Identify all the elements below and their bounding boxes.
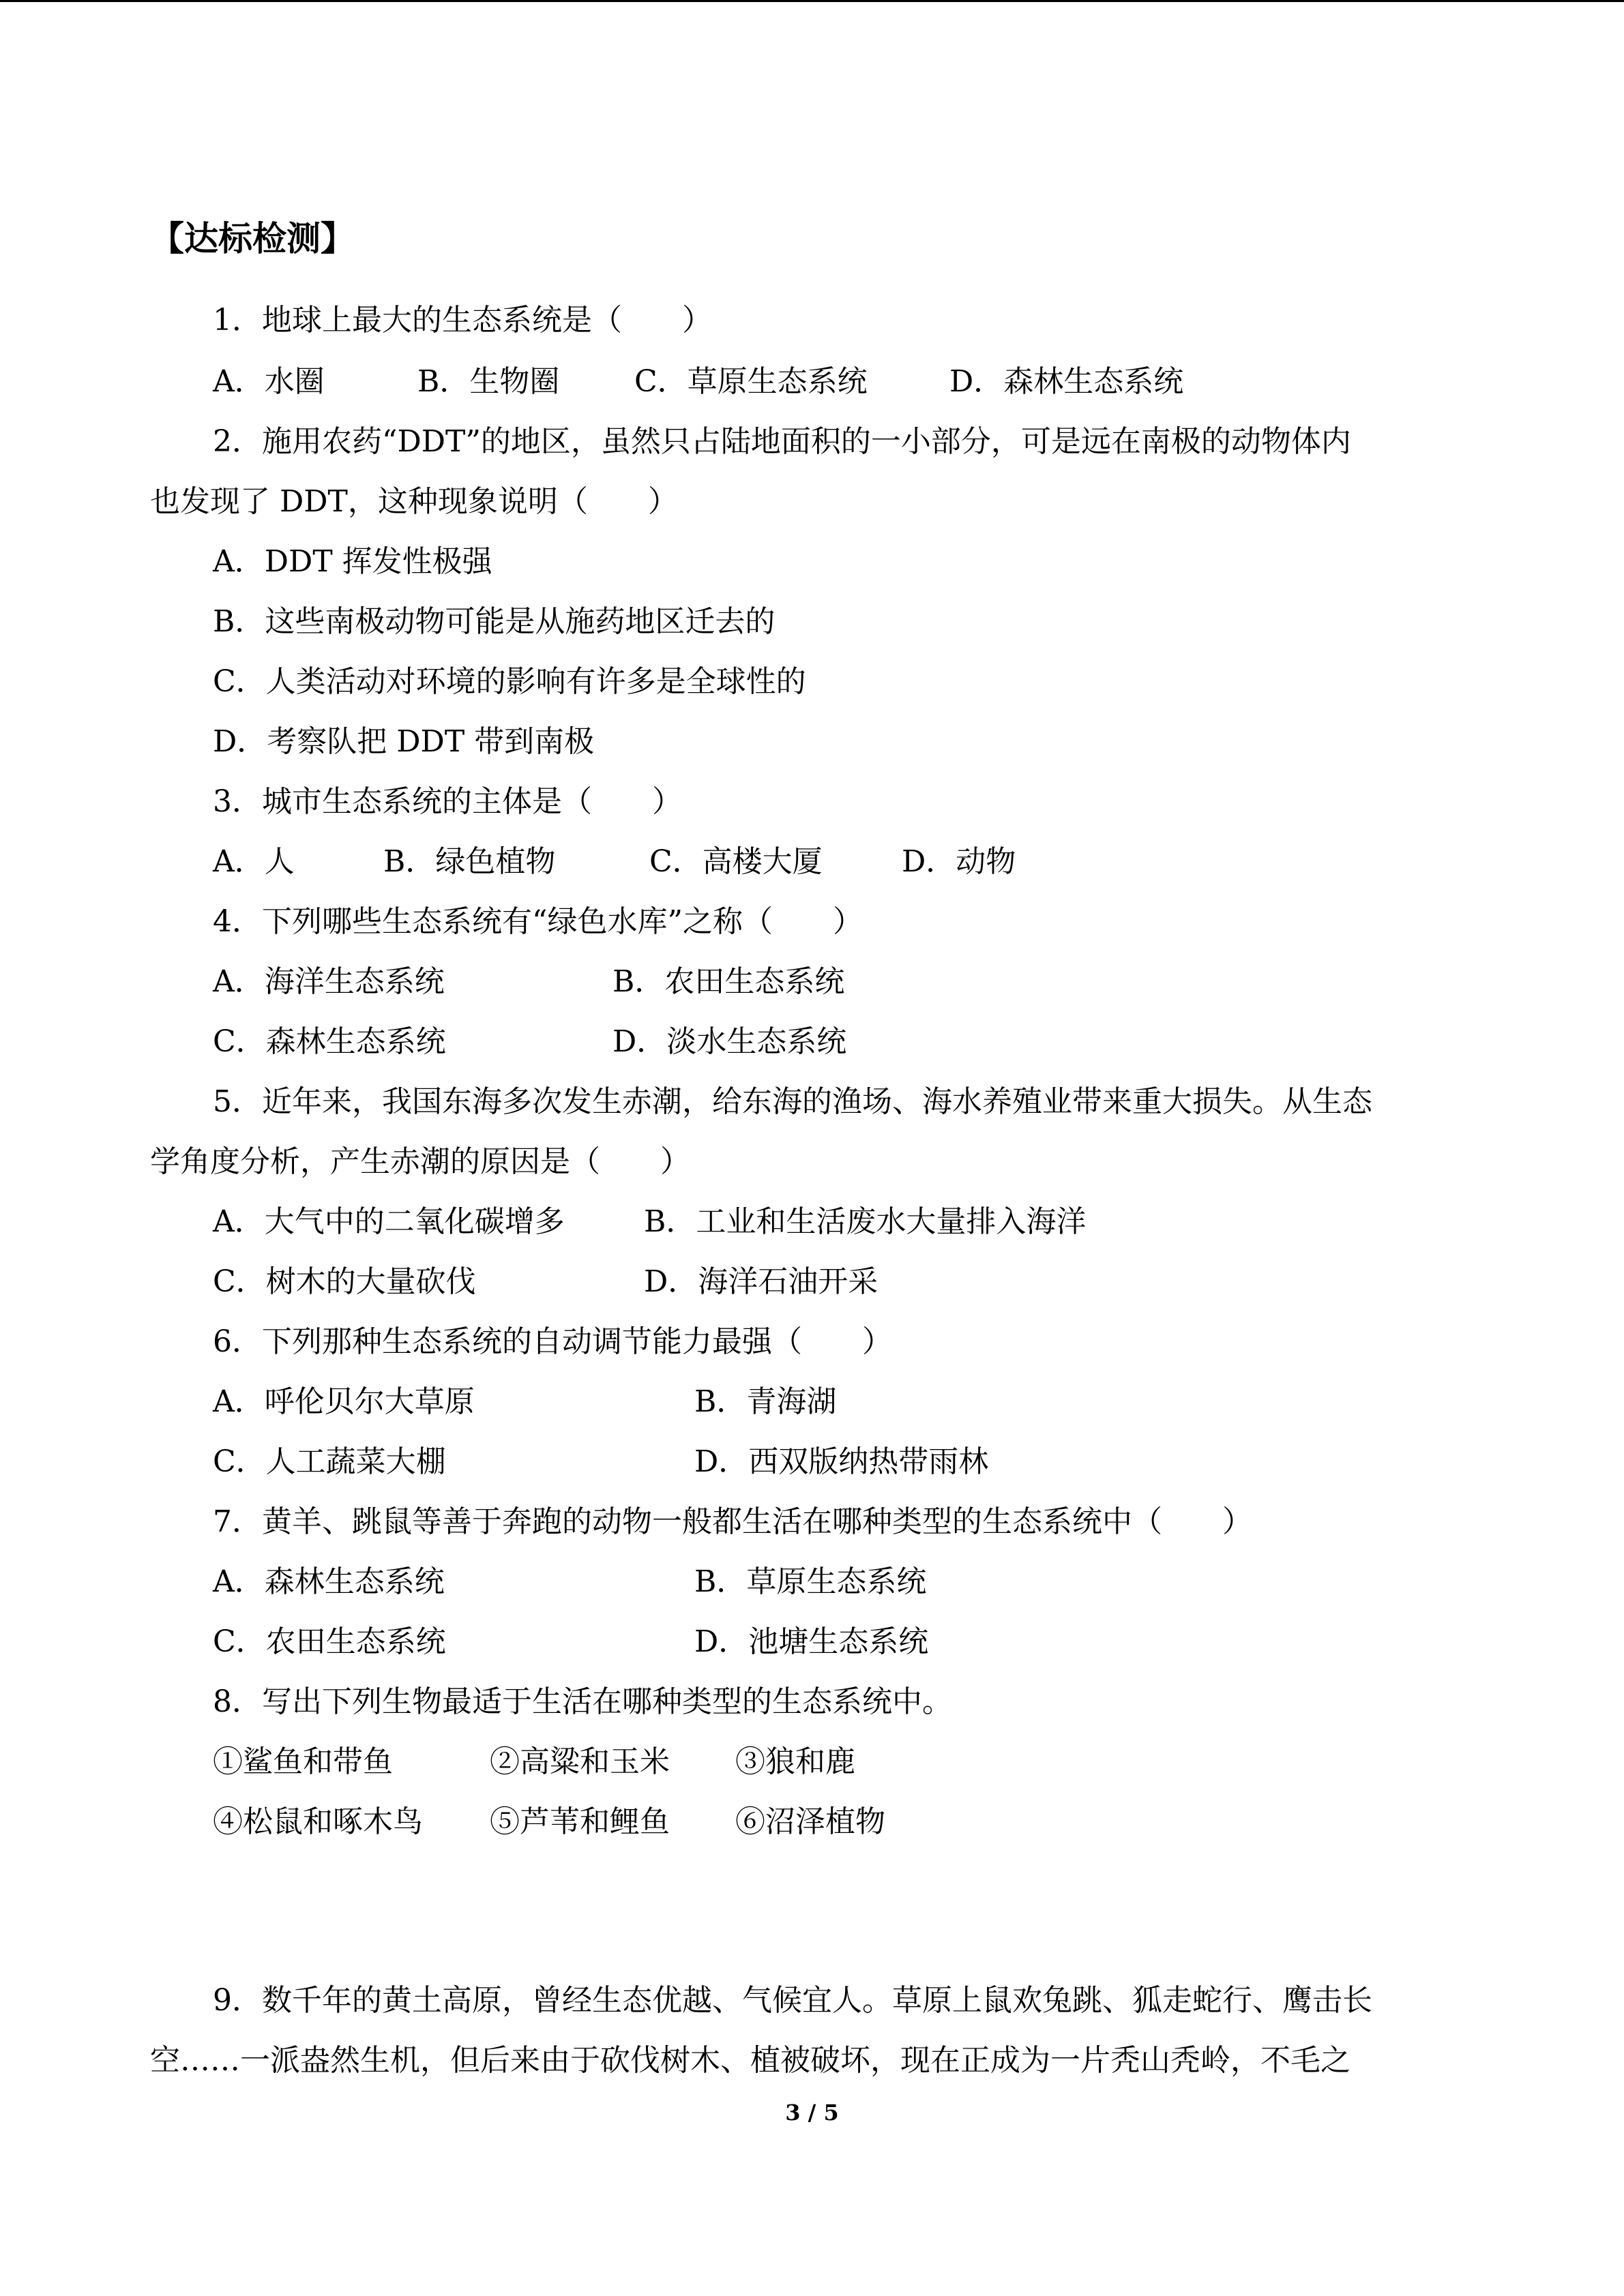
q8-item-3: ③狼和鹿 (735, 1744, 855, 1779)
page-number: 3 / 5 (785, 2100, 839, 2126)
q5-stem-line2: 学角度分析，产生赤潮的原因是（ ） (150, 1144, 690, 1179)
q6-option-d: D．西双版纳热带雨林 (694, 1444, 989, 1479)
q8-item-5: ⑤芦苇和鲤鱼 (490, 1804, 670, 1839)
q1-stem: 1．地球上最大的生态系统是（ ） (213, 303, 712, 338)
q3-option-b: B．绿色植物 (383, 844, 556, 879)
q5-option-a: A．大气中的二氧化碳增多 (213, 1204, 565, 1239)
q1-option-a: A．水圈 (213, 364, 325, 399)
q2-option-c: C．人类活动对环境的影响有许多是全球性的 (213, 664, 806, 699)
q5-option-c: C．树木的大量砍伐 (213, 1264, 476, 1299)
q8-item-2: ②高粱和玉米 (490, 1744, 670, 1779)
q7-option-d: D．池塘生态系统 (694, 1624, 929, 1659)
q7-option-a: A．森林生态系统 (213, 1564, 445, 1599)
q2-option-b: B．这些南极动物可能是从施药地区迁去的 (213, 604, 776, 639)
q2-stem-line1: 2．施用农药“DDT”的地区，虽然只占陆地面积的一小部分，可是远在南极的动物体内 (213, 424, 1351, 459)
q3-option-d: D．动物 (902, 844, 1016, 879)
q2-option-d: D．考察队把 DDT 带到南极 (213, 724, 595, 759)
q7-stem: 7．黄羊、跳鼠等善于奔跑的动物一般都生活在哪种类型的生态系统中（ ） (213, 1504, 1252, 1539)
q9-stem-line1: 9．数千年的黄土高原，曾经生态优越、气候宜人。草原上鼠欢兔跳、狐走蛇行、鹰击长 (213, 1983, 1372, 2018)
q8-item-4: ④松鼠和啄木鸟 (213, 1804, 423, 1839)
q7-option-c: C．农田生态系统 (213, 1624, 446, 1659)
q4-option-a: A．海洋生态系统 (213, 964, 445, 999)
q9-stem-line2: 空……一派盎然生机，但后来由于砍伐树木、植被破坏，现在正成为一片秃山秃岭，不毛之 (150, 2043, 1350, 2078)
q6-stem: 6．下列那种生态系统的自动调节能力最强（ ） (213, 1324, 892, 1359)
q3-stem: 3．城市生态系统的主体是（ ） (213, 784, 682, 819)
q2-option-a: A．DDT 挥发性极强 (213, 544, 492, 579)
q5-option-d: D．海洋石油开采 (644, 1264, 879, 1299)
q4-stem: 4．下列哪些生态系统有“绿色水库”之称（ ） (213, 904, 863, 939)
q5-stem-line1: 5．近年来，我国东海多次发生赤潮，给东海的渔场、海水养殖业带来重大损失。从生态 (213, 1084, 1372, 1119)
q1-option-d: D．森林生态系统 (949, 364, 1184, 399)
q5-option-b: B．工业和生活废水大量排入海洋 (644, 1204, 1087, 1239)
q8-stem: 8．写出下列生物最适于生活在哪种类型的生态系统中。 (213, 1684, 952, 1719)
q4-option-d: D．淡水生态系统 (612, 1024, 847, 1059)
q6-option-c: C．人工蔬菜大棚 (213, 1444, 446, 1479)
q4-option-c: C．森林生态系统 (213, 1024, 446, 1059)
q1-option-b: B．生物圈 (417, 364, 560, 399)
q6-option-b: B．青海湖 (694, 1384, 837, 1419)
q3-option-c: C．高楼大厦 (649, 844, 823, 879)
q1-option-c: C．草原生态系统 (634, 364, 868, 399)
q8-item-1: ①鲨鱼和带鱼 (213, 1744, 393, 1779)
section-title: 【达标检测】 (150, 219, 355, 258)
q3-option-a: A．人 (213, 844, 295, 879)
q2-stem-line2: 也发现了 DDT，这种现象说明（ ） (150, 484, 678, 519)
q4-option-b: B．农田生态系统 (612, 964, 845, 999)
q7-option-b: B．草原生态系统 (694, 1564, 927, 1599)
q6-option-a: A．呼伦贝尔大草原 (213, 1384, 475, 1419)
q8-item-6: ⑥沼泽植物 (735, 1804, 885, 1839)
